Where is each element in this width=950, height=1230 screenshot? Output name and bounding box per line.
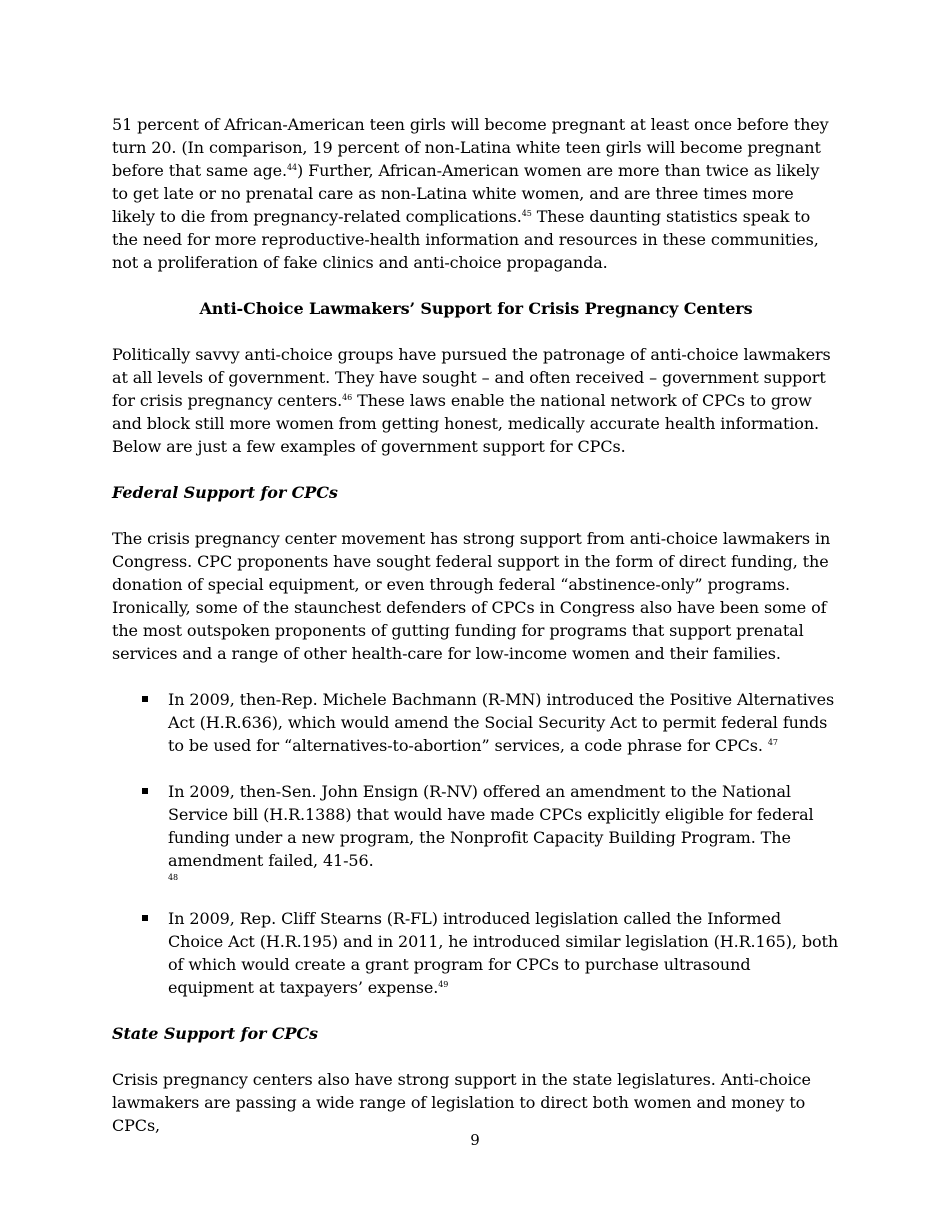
federal-support-list <box>112 688 840 999</box>
bullet-square-icon <box>142 915 148 921</box>
footnote-ref-44[interactable]: 44 <box>286 163 297 172</box>
footnote-ref-46[interactable]: 46 <box>342 393 353 402</box>
federal-support-paragraph: The crisis pregnancy center movement has strong support from anti-choice lawmakers in Congress. CPC proponents have sought federal support in the form of direct funding, the donation of special equipment, or even through federal “abstinence-only” programs. Ironically, some of the staunchest defenders of CPCs in Congress also have been some of the most outspoken proponents of gutting funding for programs that support prenatal services and a range of other health-care for low-income women and their families. <box>112 529 831 663</box>
section-paragraph: Politically savvy anti-choice groups have pursued the patronage of anti-choice lawmakers at all levels of government. They have sought – and often received – government support for crisis pregnancy centers.$^{46}$ These laws enable the national network of CPCs to grow and block still more women from getting honest, medically accurate health information. Below are just a few examples of government support for CPCs. <box>112 345 831 456</box>
state-support-paragraph: Crisis pregnancy centers also have strong support in the state legislatures. Anti-choice lawmakers are passing a wide range of legislation to direct both women and money to CPCs, <box>112 1070 811 1135</box>
document-page <box>112 113 840 1137</box>
list-item: In 2009, then-Sen. John Ensign (R-NV) offered an amendment to the National Service bill (H.R.1388) that would have made CPCs explicitly eligible for federal funding under a new program, the Nonprofit Capacity Building Program. The amendment failed, 41-56. 48 <box>112 780 840 884</box>
footnote-ref-49[interactable]: 49 <box>438 980 449 989</box>
federal-support-heading: Federal Support for CPCs <box>112 483 338 502</box>
footnote-ref-48[interactable]: 48 <box>168 873 178 882</box>
state-support-heading: State Support for CPCs <box>112 1024 318 1043</box>
bullet-square-icon <box>142 788 148 794</box>
footnote-ref-47[interactable]: 47 <box>767 738 778 747</box>
section-heading: Anti-Choice Lawmakers’ Support for Crisis Pregnancy Centers <box>199 299 753 318</box>
list-item: In 2009, Rep. Cliff Stearns (R-FL) introduced legislation called the Informed Choice Act (H.R.195) and in 2011, he introduced similar legislation (H.R.165), both of which would create a grant program for CPCs to purchase ultrasound equipment at taxpayers’ expense.$^{49}$ <box>112 907 840 999</box>
list-item: In 2009, then-Rep. Michele Bachmann (R-MN) introduced the Positive Alternatives Act (H.R.636), which would amend the Social Security Act to permit federal funds to be used for “alternatives-to-abortion” services, a code phrase for CPCs. $^{47}$ <box>112 688 840 757</box>
page-number: 9 <box>470 1131 480 1149</box>
bullet-square-icon <box>142 696 148 702</box>
footnote-ref-45[interactable]: 45 <box>521 209 532 218</box>
intro-paragraph: 51 percent of African-American teen girls will become pregnant at least once before they turn 20. (In comparison, 19 percent of non-Latina white teen girls will become pregnant before that same age.$^{44}$) Further, African-American women are more than twice as likely to get late or no prenatal care as non-Latina white women, and are three times more likely to die from pregnancy-related complications.$^{45}$ These daunting statistics speak to the need for more reproductive-health information and resources in these communities, not a proliferation of fake clinics and anti-choice propaganda. <box>112 115 829 272</box>
